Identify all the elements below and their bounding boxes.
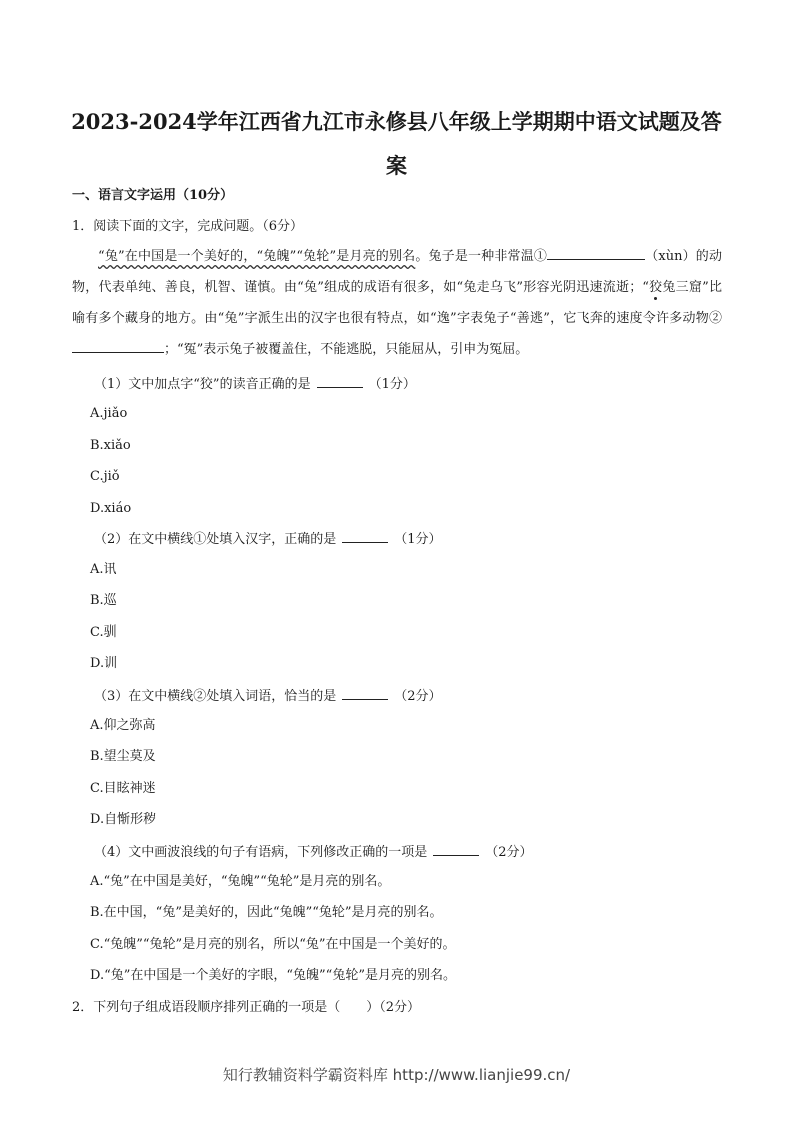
question-1-stem: 1．阅读下面的文字，完成问题。（6分） xyxy=(72,219,304,234)
dotted-character: 狡 xyxy=(648,280,663,295)
question-2-stem: 2．下列句子组成语段顺序排列正确的一项是（ ）（2分） xyxy=(72,1000,421,1015)
blank-2 xyxy=(72,338,164,353)
sub-question-2: （2）在文中横线①处填入汉字，正确的是 （1分） xyxy=(94,528,442,550)
option-d: D.自惭形秽 xyxy=(90,812,157,827)
option-b: B.在中国，“兔”是美好的，因此“兔魄”“兔轮”是月亮的别名。 xyxy=(90,905,443,920)
option-d: D.训 xyxy=(90,656,118,671)
option-a: A.“兔”在中国是美好，“兔魄”“兔轮”是月亮的别名。 xyxy=(90,874,391,889)
option-c: C.“兔魄”“兔轮”是月亮的别名，所以“兔”在中国是一个美好的。 xyxy=(90,937,456,952)
answer-blank xyxy=(433,841,479,856)
passage-text: ；“冤”表示兔子被覆盖住，不能逃脱，只能屈从，引申为冤屈。 xyxy=(164,342,529,357)
option-a: A.仰之弥高 xyxy=(90,718,156,733)
answer-blank xyxy=(342,685,388,700)
answer-blank xyxy=(317,373,363,388)
option-d: D.xiáo xyxy=(90,501,132,516)
option-c: C.jiǒ xyxy=(90,469,120,484)
option-b: B.望尘莫及 xyxy=(90,749,156,764)
sub-question-4: （4）文中画波浪线的句子有语病，下列修改正确的一项是 （2分） xyxy=(94,841,533,863)
wavy-underlined-sentence: “兔”在中国是一个美好的，“兔魄”“兔轮”是月亮的别名 xyxy=(98,249,416,264)
footer-watermark: 知行教辅资料学霸资料库 http://www.lianjie99.cn/ xyxy=(222,1066,571,1084)
passage-text: 兔三窟”比喻有多个藏身的地方。由“兔”字派生出的汉字也很有特点，如“逸”字表兔子“善逃”，它飞奔的速度令许多动物② xyxy=(72,280,722,326)
document-title: 2023-2024学年江西省九江市永修县八年级上学期期中语文试题及答案 xyxy=(71,109,722,178)
passage-text: （xùn）的动物，代表单纯、善良，机智、谨慎。由“兔”组成的成语有很多，如“兔走乌飞”形容光阴迅速流逝；“ xyxy=(72,249,722,295)
sub-question-3: （3）在文中横线②处填入词语，恰当的是 （2分） xyxy=(94,685,442,707)
option-c: C.驯 xyxy=(90,625,117,640)
blank-1 xyxy=(547,245,645,260)
option-c: C.目眩神迷 xyxy=(90,781,156,796)
answer-blank xyxy=(342,528,388,543)
option-a: A.讯 xyxy=(90,562,117,577)
option-b: B.xiǎo xyxy=(90,438,131,453)
sub-question-1: （1）文中加点字“狡”的读音正确的是 （1分） xyxy=(94,373,416,395)
option-d: D.“兔”在中国是一个美好的字眼，“兔魄”“兔轮”是月亮的别名。 xyxy=(90,968,456,983)
passage-text: 。兔子是一种非常温① xyxy=(415,249,548,264)
reading-passage xyxy=(72,241,722,365)
option-b: B.巡 xyxy=(90,593,117,608)
option-a: A.jiǎo xyxy=(90,406,128,421)
section-heading: 一、语言文字运用（10分） xyxy=(72,188,234,203)
